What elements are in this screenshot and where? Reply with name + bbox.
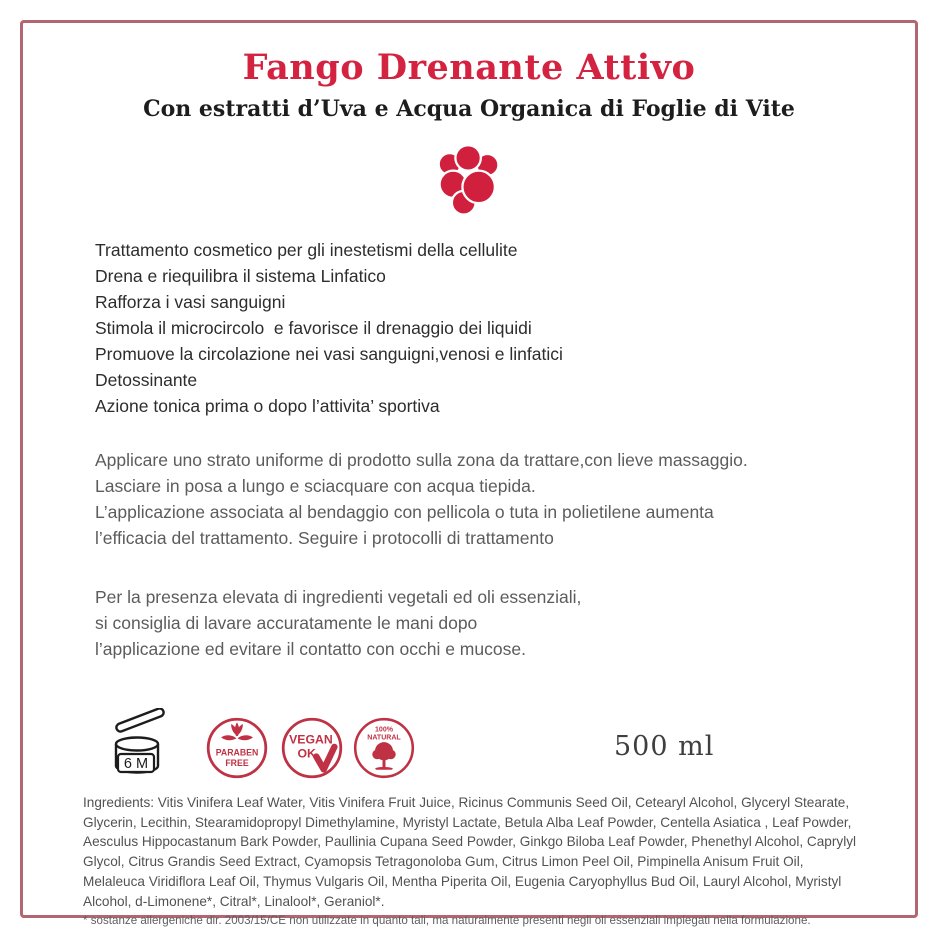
benefit-line: Rafforza i vasi sanguigni xyxy=(95,292,286,312)
benefits-list xyxy=(95,237,915,419)
ingredients-text: Ingredients: Vitis Vinifera Leaf Water, Vitis Vinifera Fruit Juice, Ricinus Communis Seed Oil, Cetearyl Alcohol, Glyceryl Stearate, Glycerin, Lecithin, Stearamidopropyl Dimethylamine, Myristyl Lactate, Betula Alba Leaf Powder, Centella Asiatica , Leaf Powder, Aesculus Hippocastanum Bark Powder, Paullinia Cupana Seed Powder, Ginkgo Biloba Leaf Powder, Phenethyl Alcohol, Caprylyl Glycol, Citrus Grandis Seed Extract, Cyamopsis Tetragonoloba Gum, Citrus Limon Peel Oil, Pimpinella Anisum Fruit Oil, Melaleuca Viridiflora Leaf Oil, Thymus Vulgaris Oil, Mentha Piperita Oil, Eugenia Caryophyllus Bud Oil, Lauryl Alcohol, Myristyl Alcohol, d-Limonene*, Citral*, Linalool*, Geraniol*. xyxy=(83,795,857,909)
application-line: l’efficacia del trattamento. Seguire i protocolli di trattamento xyxy=(95,528,554,548)
benefit-line: Promuove la circolazione nei vasi sanguigni,venosi e linfatici xyxy=(95,344,563,364)
paraben-free-label-bottom: FREE xyxy=(225,758,249,769)
grape-cluster-icon xyxy=(429,143,509,215)
allergen-footnote: * sostanze allergeniche dir. 2003/15/CE non utilizzate in quanto tali, ma naturalmente presenti negli oli essenziali impiegati nella formulazione. xyxy=(83,914,811,928)
volume-label: 500 ml xyxy=(614,730,715,762)
warning-line: Per la presenza elevata di ingredienti vegetali ed oli essenziali, xyxy=(95,587,582,607)
benefit-line: Detossinante xyxy=(95,370,198,390)
pao-months-label: 6 M xyxy=(123,756,149,772)
natural-percent-label: 100% xyxy=(375,726,393,734)
certification-icons-row xyxy=(95,708,915,784)
benefit-line: Drena e riequilibra il sistema Linfatico xyxy=(95,266,386,286)
pao-open-jar-icon xyxy=(95,708,179,784)
vegan-ok-label: OK xyxy=(297,746,316,761)
paraben-free-label-top: PARABEN xyxy=(215,747,259,758)
product-label-card xyxy=(20,20,918,928)
application-instructions xyxy=(95,447,915,551)
warning-text xyxy=(95,584,915,662)
application-line: Applicare uno strato uniforme di prodotto sulla zona da trattare,con lieve massaggio. xyxy=(95,450,748,470)
application-line: L’applicazione associata al bendaggio con pellicola o tuta in polietilene aumenta xyxy=(95,502,714,522)
natural-label: NATURAL xyxy=(367,734,401,742)
application-line: Lasciare in posa a lungo e sciacquare con acqua tiepida. xyxy=(95,476,536,496)
paraben-free-badge-icon xyxy=(205,716,269,780)
benefit-line: Azione tonica prima o dopo l’attivita’ sportiva xyxy=(95,396,440,416)
warning-line: si consiglia di lavare accuratamente le mani dopo xyxy=(95,613,478,633)
vegan-ok-badge-icon xyxy=(280,716,344,780)
product-title: Fango Drenante Attivo xyxy=(242,47,696,88)
benefit-line: Trattamento cosmetico per gli inestetismi della cellulite xyxy=(95,240,518,260)
vegan-label: VEGAN xyxy=(289,732,333,747)
natural-100-badge-icon xyxy=(352,716,416,780)
warning-line: l’applicazione ed evitare il contatto con occhi e mucose. xyxy=(95,639,526,659)
benefit-line: Stimola il microcircolo e favorisce il drenaggio dei liquidi xyxy=(95,318,532,338)
product-subtitle: Con estratti d’Uva e Acqua Organica di Foglie di Vite xyxy=(143,96,795,122)
